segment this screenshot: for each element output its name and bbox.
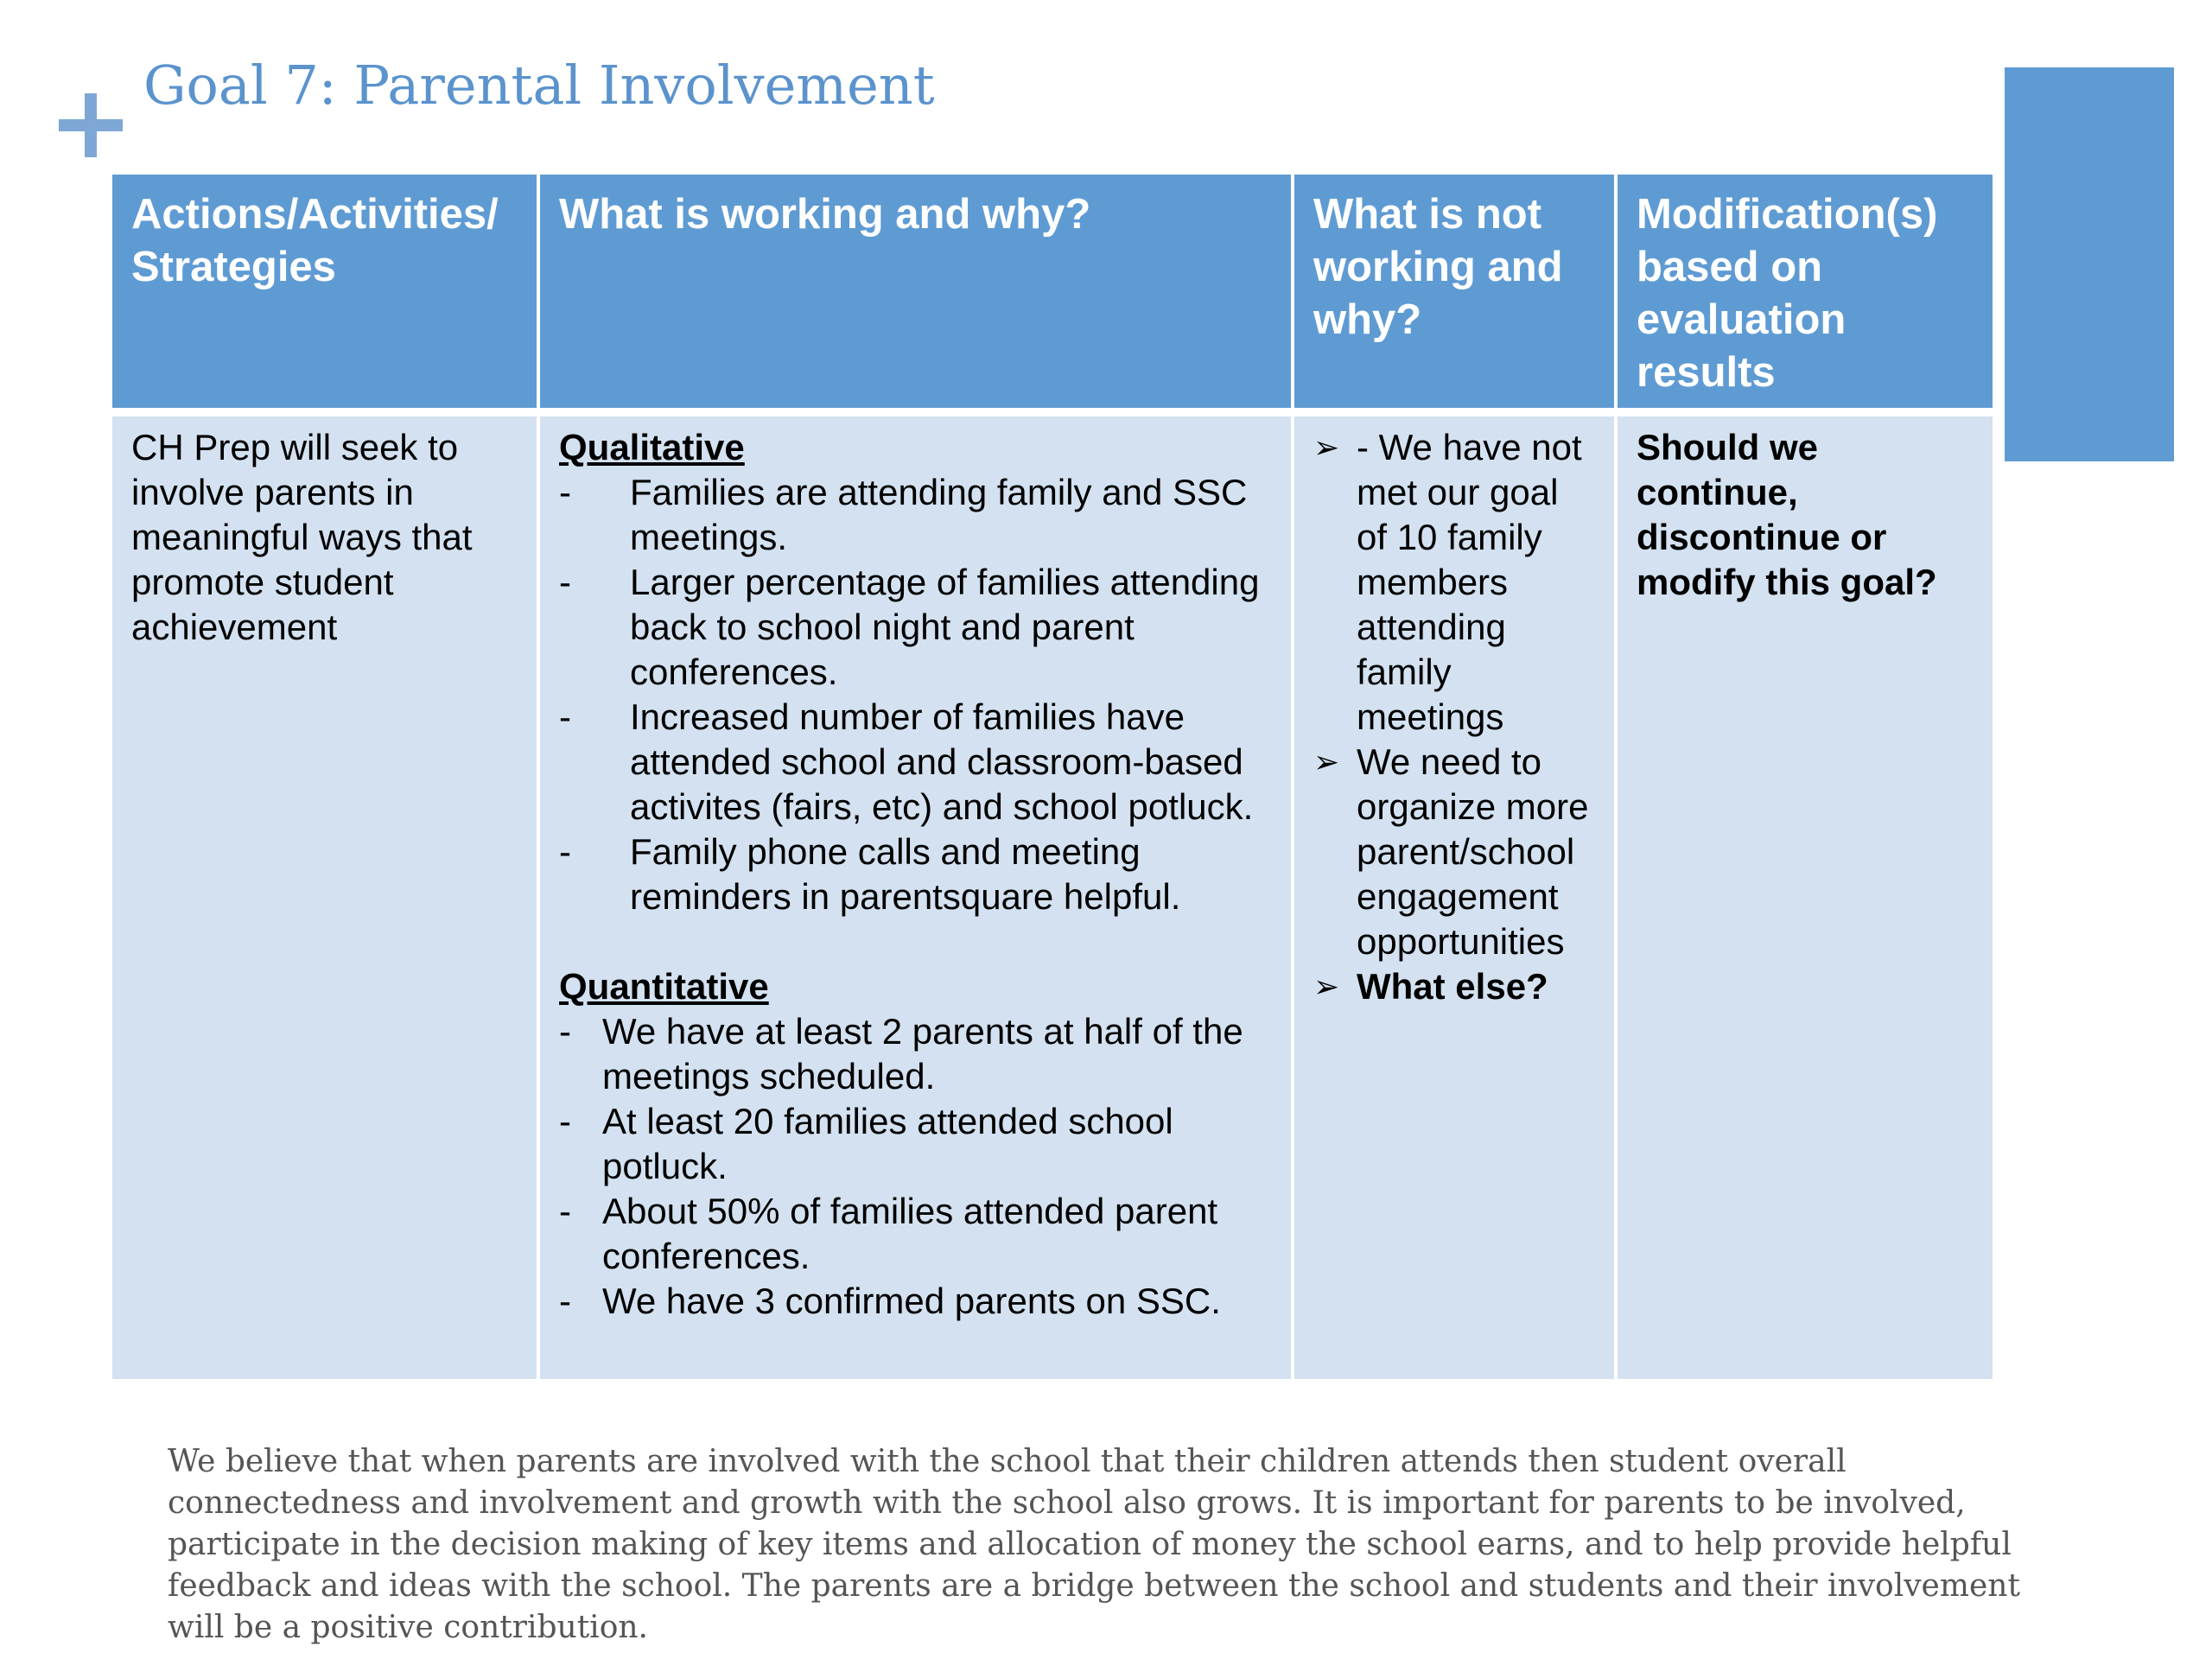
cell-modification: Should we continue, discontinue or modify this goal? [1618, 416, 1993, 1379]
list-item-text: Family phone calls and meeting reminders in parentsquare helpful. [630, 831, 1181, 917]
qualitative-heading: Qualitative [559, 427, 745, 467]
dash-bullet: - [559, 1191, 571, 1231]
list-item-text: Larger percentage of families attending back to school night and parent conferences. [630, 562, 1260, 692]
list-item [559, 695, 1275, 830]
dash-bullet: - [559, 696, 571, 737]
dash-bullet: - [559, 831, 571, 872]
list-item-text: We need to organize more parent/school engagement opportunities [1357, 741, 1589, 962]
arrow-bullet-icon: ➢ [1313, 429, 1340, 465]
list-item [559, 830, 1275, 919]
list-item-text: About 50% of families attended parent conferences. [602, 1191, 1218, 1276]
header-modification: Modification(s) based on evaluation results [1618, 175, 1993, 416]
list-item [559, 1099, 1275, 1189]
goal-table [112, 175, 1993, 1379]
qualitative-list [559, 470, 1275, 919]
list-item [559, 1009, 1275, 1099]
arrow-bullet-icon: ➢ [1313, 969, 1340, 1004]
table-header-row [112, 175, 1993, 416]
list-item [559, 1189, 1275, 1279]
list-item-text: - We have not met our goal of 10 family members attending family meetings [1357, 427, 1582, 737]
footer-note: We believe that when parents are involved with the school that their children attends then student overall connectedness and involvement and growth with the school also grows. It is important for parents to be involved, participate in the decision making of key items and allocation of money the school earns, and to help provide helpful feedback and ideas with the school. The parents are a bridge between the school and students and their involvement will be a positive contribution. [168, 1444, 2020, 1645]
header-not-working: What is not working and why? [1294, 175, 1618, 416]
header-working: What is working and why? [540, 175, 1294, 416]
list-item [559, 560, 1275, 695]
list-item [559, 470, 1275, 560]
quantitative-list [559, 1009, 1275, 1324]
slide-title: Goal 7: Parental Involvement [143, 54, 935, 117]
table-row [112, 416, 1993, 1379]
dash-bullet: - [559, 1011, 571, 1052]
cell-actions: CH Prep will seek to involve parents in meaningful ways that promote student achievement [112, 416, 540, 1379]
list-item [559, 1279, 1275, 1324]
list-item-text: Increased number of families have attended school and classroom-based activites (fairs, etc) and school potluck. [630, 696, 1254, 827]
header-actions: Actions/Activities/ Strategies [112, 175, 540, 416]
list-item-text: What else? [1357, 966, 1548, 1007]
list-item-text: We have 3 confirmed parents on SSC. [602, 1281, 1221, 1321]
list-item-text: At least 20 families attended school potluck. [602, 1101, 1173, 1186]
list-item [1313, 964, 1599, 1009]
list-item-text: We have at least 2 parents at half of the meetings scheduled. [602, 1011, 1243, 1096]
plus-icon [59, 93, 123, 157]
cell-not-working [1294, 416, 1618, 1379]
list-item [1313, 740, 1599, 964]
not-working-list [1313, 425, 1599, 1009]
quantitative-heading: Quantitative [559, 966, 769, 1007]
cell-working [540, 416, 1294, 1379]
accent-block [2005, 67, 2174, 461]
dash-bullet: - [559, 1101, 571, 1141]
plus-icon-vertical-bar [85, 93, 97, 157]
arrow-bullet-icon: ➢ [1313, 744, 1340, 779]
section-spacer [559, 919, 1275, 964]
list-item [1313, 425, 1599, 740]
list-item-text: Families are attending family and SSC meetings. [630, 472, 1248, 557]
dash-bullet: - [559, 1281, 571, 1321]
dash-bullet: - [559, 472, 571, 512]
dash-bullet: - [559, 562, 571, 602]
